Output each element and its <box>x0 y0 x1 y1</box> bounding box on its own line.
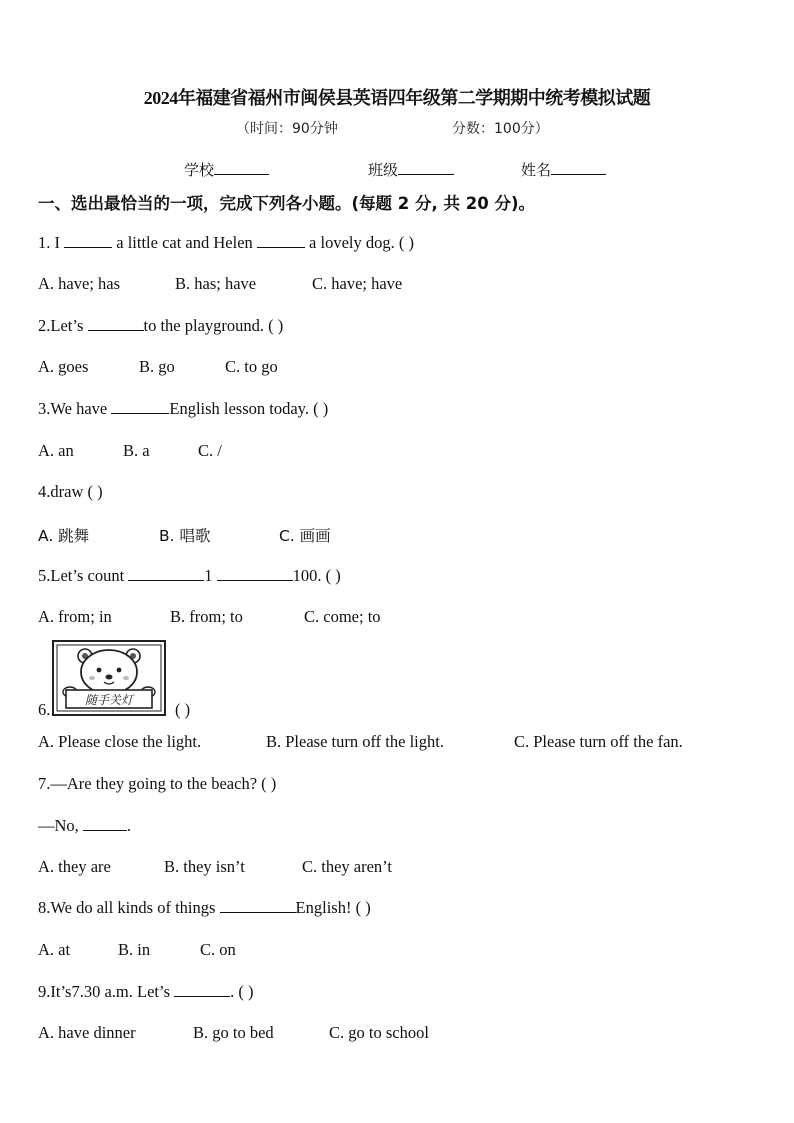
answer-blank[interactable] <box>83 816 127 831</box>
option-9a[interactable]: A. have dinner <box>38 1023 136 1042</box>
option-3b[interactable]: B. a <box>123 441 150 460</box>
answer-blank[interactable] <box>220 898 296 913</box>
option-8a[interactable]: A. at <box>38 940 71 959</box>
option-7a[interactable]: A. they are <box>38 857 111 876</box>
option-2b[interactable]: B. go <box>139 357 175 376</box>
option-5c[interactable]: C. come; to <box>304 607 381 626</box>
option-9c[interactable]: C. go to school <box>329 1023 429 1042</box>
question-6-number: 6. <box>38 700 51 719</box>
option-1b[interactable]: B. has; have <box>175 274 257 293</box>
option-4b[interactable]: B. 唱歌 <box>159 527 211 545</box>
option-2a[interactable]: A. goes <box>38 357 89 376</box>
sign-caption: 随手关灯 <box>84 693 134 707</box>
answer-blank[interactable] <box>88 316 144 331</box>
option-6a[interactable]: A. Please close the light. <box>38 732 202 751</box>
option-8b[interactable]: B. in <box>118 940 151 959</box>
option-2c[interactable]: C. to go <box>225 357 278 376</box>
question-6-bracket: ( ) <box>175 700 191 719</box>
name-blank[interactable] <box>551 160 606 175</box>
question-9: 9.It’s7.30 a.m. Let’s . ( ) <box>38 982 254 1001</box>
option-8c[interactable]: C. on <box>200 940 236 959</box>
answer-blank[interactable] <box>257 233 305 248</box>
option-3a[interactable]: A. an <box>38 441 74 460</box>
option-6b[interactable]: B. Please turn off the light. <box>266 732 444 751</box>
page-title: 2024年福建省福州市闽侯县英语四年级第二学期期中统考模拟试题 <box>143 88 651 108</box>
class-field[interactable] <box>368 159 454 180</box>
class-blank[interactable] <box>398 160 454 175</box>
question-8: 8.We do all kinds of things English! ( ) <box>38 898 371 917</box>
answer-blank[interactable] <box>64 233 112 248</box>
option-6c[interactable]: C. Please turn off the fan. <box>514 732 683 751</box>
exam-time: （时间：90分钟 <box>236 121 338 137</box>
option-5a[interactable]: A. from; in <box>38 607 112 626</box>
question-7-reply: —No, . <box>38 816 132 835</box>
school-field[interactable] <box>184 159 269 180</box>
option-4a[interactable]: A. 跳舞 <box>38 527 90 545</box>
section-title: 一、选出最恰当的一项，完成下列各小题。(每题 2 分, 共 20 分)。 <box>38 194 536 213</box>
option-5b[interactable]: B. from; to <box>170 607 243 626</box>
question-1: 1. I a little cat and Helen a lovely dog. ( ) <box>38 233 414 252</box>
exam-score: 分数：100分） <box>452 121 549 137</box>
class-label: 班级 <box>368 161 399 179</box>
option-1c[interactable]: C. have; have <box>312 274 403 293</box>
question-3: 3.We have English lesson today. ( ) <box>38 399 329 418</box>
name-label: 姓名 <box>521 161 552 179</box>
answer-blank[interactable] <box>174 982 230 997</box>
name-field[interactable] <box>521 159 606 180</box>
question-5: 5.Let’s count 1 100. ( ) <box>38 566 341 585</box>
option-3c[interactable]: C. / <box>198 441 222 460</box>
answer-blank[interactable] <box>128 566 204 581</box>
answer-blank[interactable] <box>111 399 169 414</box>
bear-sign-illustration <box>52 640 166 716</box>
question-2: 2.Let’s to the playground. ( ) <box>38 316 284 335</box>
answer-blank[interactable] <box>217 566 293 581</box>
option-7c[interactable]: C. they aren’t <box>302 857 392 876</box>
option-4c[interactable]: C. 画画 <box>279 527 331 545</box>
option-1a[interactable]: A. have; has <box>38 274 121 293</box>
school-label: 学校 <box>184 161 215 179</box>
school-blank[interactable] <box>214 160 269 175</box>
option-9b[interactable]: B. go to bed <box>193 1023 274 1042</box>
question-7: 7.—Are they going to the beach? ( ) <box>38 774 277 793</box>
question-4: 4.draw ( ) <box>38 482 103 501</box>
option-7b[interactable]: B. they isn’t <box>164 857 245 876</box>
